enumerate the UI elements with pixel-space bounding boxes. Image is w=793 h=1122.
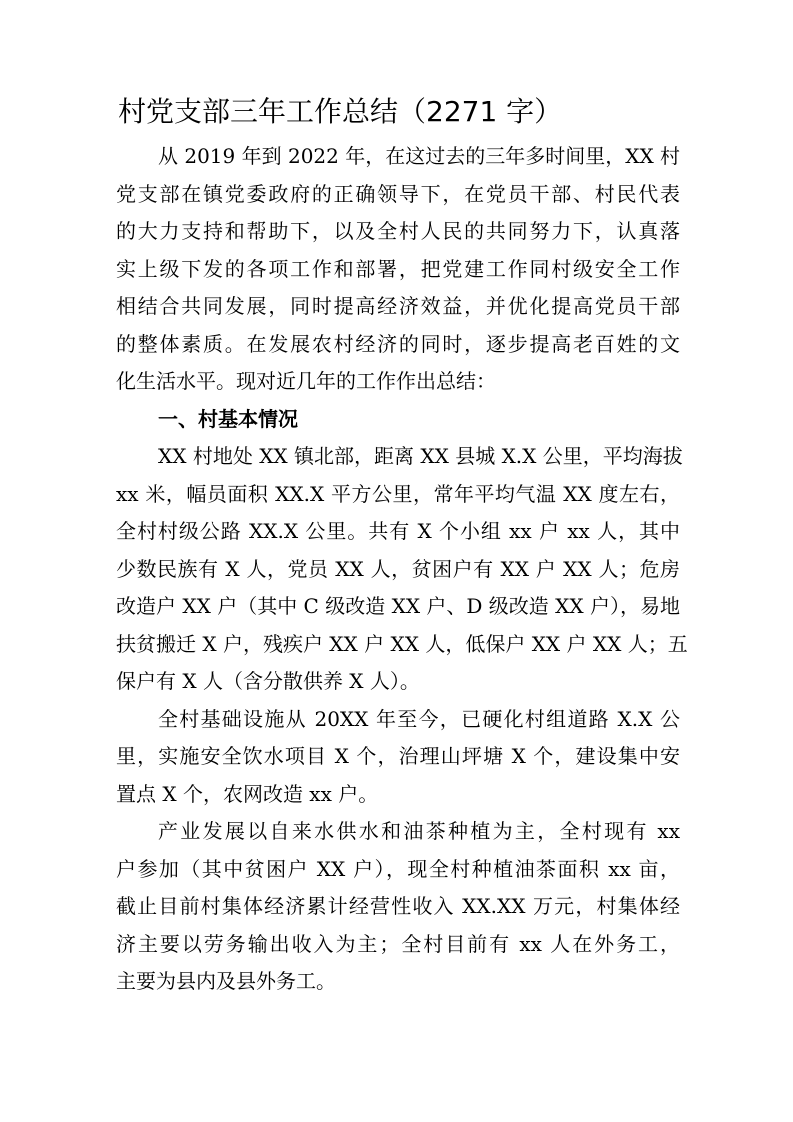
text-line: XX 村地处 XX 镇北部，距离 XX 县城 X.X 公里，平均海拔 [158, 444, 683, 468]
text-line: 少数民族有 X 人，党员 XX 人，贫困户有 XX 户 XX 人；危房 [116, 556, 680, 581]
document-title: 村党支部三年工作总结（2271 字） [118, 95, 563, 128]
text-line: 的整体素质。在发展农村经济的同时，逐步提高老百姓的文 [116, 331, 680, 356]
text-line: xx 米，幅员面积 XX.X 平方公里，常年平均气温 XX 度左右， [116, 481, 680, 506]
text-line: 济主要以劳务输出收入为主；全村目前有 xx 人在外务工， [116, 931, 680, 956]
document-body [116, 138, 688, 1001]
text-line: 实上级下发的各项工作和部署，把党建工作同村级安全工作 [116, 256, 680, 281]
text-line: 保户有 X 人（含分散供养 X 人）。 [116, 669, 420, 693]
paragraph-intro [116, 138, 680, 401]
text-line: 主要为县内及县外务工。 [116, 969, 336, 993]
text-line: 全村村级公路 XX.X 公里。共有 X 个小组 xx 户 xx 人，其中 [116, 519, 680, 543]
section-heading: 一、村基本情况 [158, 406, 298, 431]
text-line: 化生活水平。现对近几年的工作作出总结： [116, 369, 496, 393]
text-line: 截止目前村集体经济累计经营性收入 XX.XX 万元，村集体经 [116, 894, 680, 918]
text-line: 产业发展以自来水供水和油茶种植为主，全村现有 xx [158, 819, 680, 843]
paragraph-basic-info [116, 438, 688, 701]
text-line: 里，实施安全饮水项目 X 个，治理山坪塘 X 个，建设集中安 [116, 744, 680, 768]
text-line: 改造户 XX 户（其中 C 级改造 XX 户、D 级改造 XX 户），易地 [116, 594, 680, 618]
text-line: 扶贫搬迁 X 户，残疾户 XX 户 XX 人，低保户 XX 户 XX 人；五 [116, 631, 688, 656]
text-line: 全村基础设施从 20XX 年至今，已硬化村组道路 X.X 公 [158, 706, 680, 731]
text-line: 的大力支持和帮助下，以及全村人民的共同努力下，认真落 [116, 219, 680, 243]
text-line: 从 2019 年到 2022 年，在这过去的三年多时间里，XX 村 [158, 144, 681, 168]
text-line: 置点 X 个，农网改造 xx 户。 [116, 781, 379, 806]
text-line: 相结合共同发展，同时提高经济效益，并优化提高党员干部 [116, 294, 680, 318]
paragraph-infrastructure [116, 701, 680, 814]
text-line: 户参加（其中贫困户 XX 户），现全村种植油茶面积 xx 亩， [116, 856, 680, 881]
text-line: 党支部在镇党委政府的正确领导下，在党员干部、村民代表 [116, 181, 680, 206]
paragraph-industry [116, 813, 680, 1001]
